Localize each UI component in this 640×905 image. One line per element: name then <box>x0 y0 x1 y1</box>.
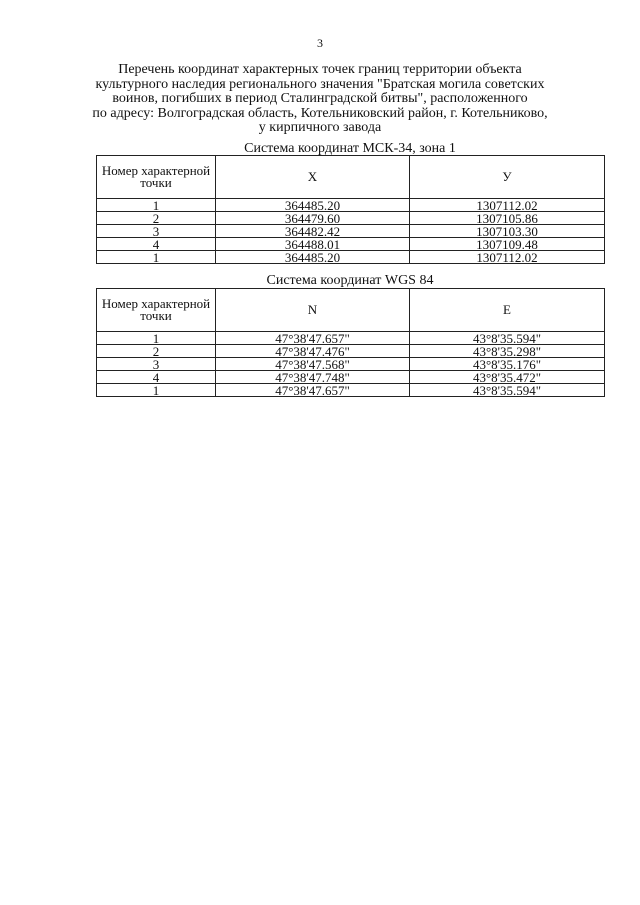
document-title <box>80 63 560 136</box>
point-number-cell: 1 <box>97 332 216 345</box>
x-cell: 364479.60 <box>216 212 410 225</box>
y-cell: 1307112.02 <box>410 199 605 212</box>
y-header: У <box>410 156 605 199</box>
latitude-cell: 47°38'47.657" <box>216 332 410 345</box>
table-row <box>97 212 605 225</box>
point-number-cell: 1 <box>97 384 216 397</box>
longitude-cell: 43°8'35.176" <box>410 358 605 371</box>
table-row <box>97 384 605 397</box>
x-cell: 364485.20 <box>216 199 410 212</box>
point-number-cell: 3 <box>97 358 216 371</box>
table-row <box>97 358 605 371</box>
point-number-cell: 1 <box>97 251 216 264</box>
point-number-header: Номер характерной точки <box>97 156 216 199</box>
title-line: по адресу: Волгоградская область, Котельниковский район, г. Котельниково, <box>92 105 548 121</box>
table-row <box>97 371 605 384</box>
title-line: воинов, погибших в период Сталинградской битвы", расположенного <box>112 91 528 106</box>
point-number-cell: 2 <box>97 212 216 225</box>
msk34-coordinates-table <box>96 155 605 264</box>
y-cell: 1307109.48 <box>410 238 605 251</box>
point-number-header: Номер характерной точки <box>97 289 216 332</box>
point-number-cell: 2 <box>97 345 216 358</box>
table-row <box>97 238 605 251</box>
table-row <box>97 345 605 358</box>
e-header: E <box>410 289 605 332</box>
latitude-cell: 47°38'47.568" <box>216 358 410 371</box>
table-row <box>97 199 605 212</box>
table-row <box>97 251 605 264</box>
table-header-row <box>97 156 605 199</box>
y-cell: 1307112.02 <box>410 251 605 264</box>
wgs84-caption: Система координат WGS 84 <box>266 273 434 288</box>
title-line: культурного наследия регионального значения "Братская могила советских <box>95 76 545 92</box>
point-number-cell: 4 <box>97 371 216 384</box>
latitude-cell: 47°38'47.476" <box>216 345 410 358</box>
x-header: X <box>216 156 410 199</box>
title-line: Перечень координат характерных точек границ территории объекта <box>118 62 522 77</box>
longitude-cell: 43°8'35.472" <box>410 371 605 384</box>
title-line: у кирпичного завода <box>258 120 382 135</box>
table-row <box>97 332 605 345</box>
x-cell: 364482.42 <box>216 225 410 238</box>
point-number-cell: 4 <box>97 238 216 251</box>
point-number-cell: 1 <box>97 199 216 212</box>
page-number: 3 <box>317 36 323 50</box>
longitude-cell: 43°8'35.594" <box>410 332 605 345</box>
point-number-cell: 3 <box>97 225 216 238</box>
latitude-cell: 47°38'47.657" <box>216 384 410 397</box>
table-header-row <box>97 289 605 332</box>
longitude-cell: 43°8'35.594" <box>410 384 605 397</box>
wgs84-coordinates-table <box>96 288 605 397</box>
x-cell: 364485.20 <box>216 251 410 264</box>
n-header: N <box>216 289 410 332</box>
table-row <box>97 225 605 238</box>
y-cell: 1307103.30 <box>410 225 605 238</box>
x-cell: 364488.01 <box>216 238 410 251</box>
longitude-cell: 43°8'35.298" <box>410 345 605 358</box>
y-cell: 1307105.86 <box>410 212 605 225</box>
latitude-cell: 47°38'47.748" <box>216 371 410 384</box>
msk34-caption: Система координат МСК-34, зона 1 <box>244 141 456 156</box>
